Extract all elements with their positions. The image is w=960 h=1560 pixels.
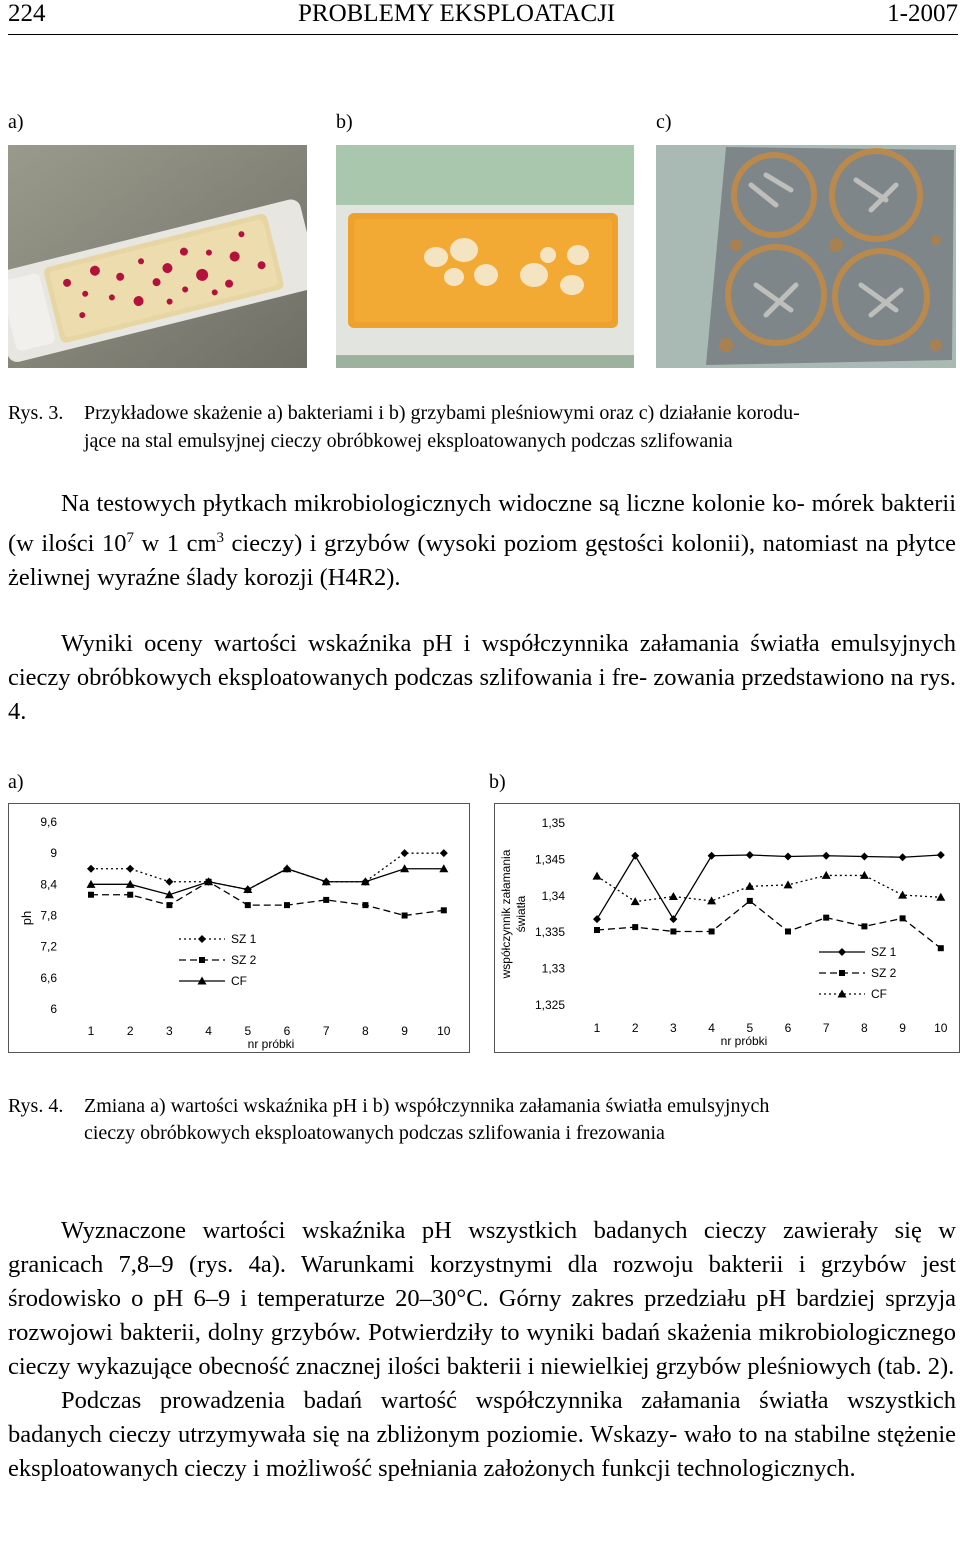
chart-ph-series-line-2 xyxy=(91,882,444,916)
figure3-label-a: a) xyxy=(8,111,24,133)
chart-refraction-point xyxy=(900,915,906,921)
chart-ph-xtick: 8 xyxy=(362,1024,369,1038)
chart-ph-point xyxy=(166,902,172,908)
chart-refraction-xtick: 10 xyxy=(934,1021,948,1035)
chart-ph-point xyxy=(440,849,448,857)
figure4-label-a: a) xyxy=(8,771,24,793)
chart-ph-xtick: 10 xyxy=(437,1024,451,1038)
figure3-caption-prefix: Rys. 3. xyxy=(8,402,64,424)
paragraph-refraction-discussion: Podczas prowadzenia badań wartość współczynnika załamania światła wszystkich badanych cieczy utrzymywała się na zbliżonym poziomie. Wskazy- wało to na stabilne stężenie eksploatowanych cieczy i możliwość spełniania założonych funkcji technologicznych. xyxy=(8,1387,956,1482)
chart-refraction-point xyxy=(822,871,831,879)
chart-ph-ytick: 7,8 xyxy=(40,908,57,923)
chart-refraction-xtick: 8 xyxy=(861,1021,868,1035)
chart-refraction-point xyxy=(593,915,601,923)
chart-refraction-point xyxy=(594,927,600,933)
chart-refraction-ytick: 1,335 xyxy=(534,925,565,940)
chart-refraction-point xyxy=(898,891,907,899)
chart-ph-xtick: 9 xyxy=(401,1024,408,1038)
chart-ph-point xyxy=(323,897,329,903)
chart-refraction-legend-label: SZ 1 xyxy=(871,945,897,959)
chart-refraction-svg xyxy=(495,804,959,1052)
chart-refraction-xtick: 7 xyxy=(822,1021,830,1035)
chart-ph-xtick: 1 xyxy=(87,1024,95,1038)
chart-refraction-xtick: 6 xyxy=(784,1021,792,1035)
chart-refraction-point xyxy=(785,928,791,934)
chart-refraction-ytick: 1,345 xyxy=(534,852,565,867)
issue-number: 1-2007 xyxy=(887,0,958,27)
chart-refraction-point xyxy=(861,923,867,929)
figure3-caption-line2: jące na stal emulsyjnej cieczy obróbkowej eksploatowanych podczas szlifowania xyxy=(84,430,733,452)
figure4-caption-prefix: Rys. 4. xyxy=(8,1095,64,1117)
chart-refraction-xtick: 5 xyxy=(746,1021,754,1035)
chart-ph-point xyxy=(126,865,134,873)
chart-refraction-xtick: 9 xyxy=(899,1021,906,1035)
chart-refraction-point xyxy=(822,852,830,860)
chart-refraction-point xyxy=(937,851,945,859)
chart-refraction xyxy=(494,803,960,1053)
chart-refraction-point xyxy=(938,945,944,951)
chart-ph-xtick: 4 xyxy=(205,1024,212,1038)
chart-ph-ytick: 9 xyxy=(50,846,57,861)
chart-refraction-ylabel-line2: światła xyxy=(514,895,528,933)
chart-ph-point xyxy=(362,902,368,908)
paragraph-colonies: Na testowych płytkach mikrobiologicznych widoczne są liczne kolonie ko- mórek bakterii (w ilości $10^7$ w 1 $cm^3$ cieczy) i grzybów (wysoki poziom gęstości kolonii), natomiast na płytce żeliwnej wyraźne ślady korozji (H4R2). xyxy=(8,490,956,592)
chart-refraction-series-line-3 xyxy=(597,875,941,901)
chart-refraction-point xyxy=(784,852,792,860)
chart-ph-point xyxy=(441,907,447,913)
chart-refraction-xtick: 4 xyxy=(708,1021,715,1035)
chart-ph-point xyxy=(402,913,408,919)
chart-ph xyxy=(8,803,470,1053)
chart-refraction-point xyxy=(936,893,945,901)
chart-refraction-ytick: 1,33 xyxy=(541,961,565,976)
photo-mould-plate xyxy=(336,145,634,368)
chart-ph-xtick: 5 xyxy=(244,1024,252,1038)
chart-ph-xtick: 2 xyxy=(126,1024,134,1038)
chart-refraction-xlabel: nr próbki xyxy=(720,1034,768,1048)
chart-ph-point xyxy=(88,892,94,898)
chart-ph-point xyxy=(165,878,173,886)
chart-refraction-point xyxy=(746,851,754,859)
chart-ph-legend-label: CF xyxy=(231,974,247,988)
chart-ph-legend-marker xyxy=(199,957,205,963)
figure4-caption-line2: cieczy obróbkowych eksploatowanych podczas szlifowania i frezowania xyxy=(84,1122,665,1144)
chart-ph-xlabel: nr próbki xyxy=(247,1037,295,1051)
chart-refraction-point xyxy=(708,852,716,860)
figure4-label-b: b) xyxy=(489,771,506,793)
chart-refraction-legend-label: CF xyxy=(871,987,887,1001)
chart-refraction-point xyxy=(669,892,678,900)
chart-ph-legend-label: SZ 2 xyxy=(231,953,257,967)
chart-ph-xtick: 3 xyxy=(166,1024,173,1038)
chart-refraction-ytick: 1,35 xyxy=(541,816,565,830)
chart-ph-point xyxy=(245,902,251,908)
chart-refraction-ytick: 1,325 xyxy=(534,998,565,1012)
chart-refraction-legend-label: SZ 2 xyxy=(871,966,897,980)
chart-refraction-legend-marker xyxy=(838,948,846,956)
journal-title: PROBLEMY EKSPLOATACJI xyxy=(298,0,616,27)
figure3-caption-line1: Przykładowe skażenie a) bakteriami i b) grzybami pleśniowymi oraz c) działanie korodu- xyxy=(84,402,800,424)
paragraph-results-intro: Wyniki oceny wartości wskaźnika pH i współczynnika załamania światła emulsyjnych cieczy obróbkowych eksploatowanych podczas szlifowania i fre- zowania przedstawiono na rys. 4. xyxy=(8,630,956,725)
figure3-label-c: c) xyxy=(656,111,672,133)
chart-refraction-ytick: 1,34 xyxy=(541,888,565,903)
chart-refraction-point xyxy=(669,915,677,923)
chart-refraction-xtick: 1 xyxy=(593,1021,601,1035)
chart-refraction-point xyxy=(631,897,640,905)
chart-ph-ytick: 6,6 xyxy=(40,970,57,985)
chart-ph-legend-label: SZ 1 xyxy=(231,932,257,946)
chart-refraction-series-line-1 xyxy=(597,855,941,919)
figure4-caption-line1: Zmiana a) wartości wskaźnika pH i b) współczynnika załamania światła emulsyjnych xyxy=(84,1095,770,1117)
chart-ph-point xyxy=(284,902,290,908)
chart-refraction-series-line-2 xyxy=(597,901,941,948)
chart-ph-ytick: 9,6 xyxy=(40,815,57,829)
chart-refraction-point xyxy=(747,898,753,904)
chart-refraction-xtick: 3 xyxy=(670,1021,677,1035)
chart-ph-point xyxy=(127,892,133,898)
chart-ph-point xyxy=(87,865,95,873)
paragraph-ph-discussion: Wyznaczone wartości wskaźnika pH wszystkich badanych cieczy zawierały się w granicach 7,8–9 (rys. 4a). Warunkami korzystnymi dla rozwoju bakterii i grzybów jest środowisko o pH 6–9 i temperaturze 20–30°C. Górny zakres przedziału pH bardziej sprzyja rozwojowi bakterii, dolny grzybów. Potwierdziły to wyniki badań skażenia mikrobiologicznego cieczy wykazujące obecność znacznej ilości bakterii i niewielkiej grzybów pleśniowych (tab. 2). Podczas prowadzenia badań wartość współczynnika załamania światła wszystkich badanych cieczy utrzymywała się na zbliżonym poziomie. Wskazy- wało to na stabilne stężenie eksploatowanych cieczy i możliwość spełniania założonych funkcji technologicznych. xyxy=(8,1214,956,1486)
chart-ph-series-line-1 xyxy=(91,853,444,889)
chart-ph-ytick: 8,4 xyxy=(40,877,57,892)
chart-ph-ylabel: ph xyxy=(19,910,34,926)
chart-refraction-legend-marker xyxy=(839,970,845,976)
chart-refraction-point xyxy=(670,928,676,934)
chart-refraction-point xyxy=(823,915,829,921)
chart-refraction-point xyxy=(631,852,639,860)
page-header xyxy=(8,0,958,35)
chart-ph-xtick: 6 xyxy=(283,1024,291,1038)
chart-refraction-xtick: 2 xyxy=(631,1021,639,1035)
chart-ph-series-line-3 xyxy=(91,869,444,895)
chart-ph-point xyxy=(401,849,409,857)
chart-ph-ytick: 6 xyxy=(50,1002,57,1016)
photo-corroded-plate xyxy=(656,145,956,368)
chart-refraction-ylabel-line1: współczynnik załamania xyxy=(499,849,513,979)
chart-ph-ytick: 7,2 xyxy=(40,939,57,954)
chart-refraction-point xyxy=(899,853,907,861)
figure3-label-b: b) xyxy=(336,111,353,133)
chart-refraction-point xyxy=(860,852,868,860)
chart-ph-xtick: 7 xyxy=(322,1024,330,1038)
chart-ph-legend-marker xyxy=(198,935,206,943)
chart-refraction-point xyxy=(709,928,715,934)
chart-ph-svg xyxy=(9,804,469,1052)
chart-refraction-point xyxy=(707,896,716,904)
page-number: 224 xyxy=(8,0,46,27)
chart-refraction-point xyxy=(593,872,602,880)
chart-refraction-point xyxy=(632,924,638,930)
photo-bacteria-plate xyxy=(8,145,307,368)
